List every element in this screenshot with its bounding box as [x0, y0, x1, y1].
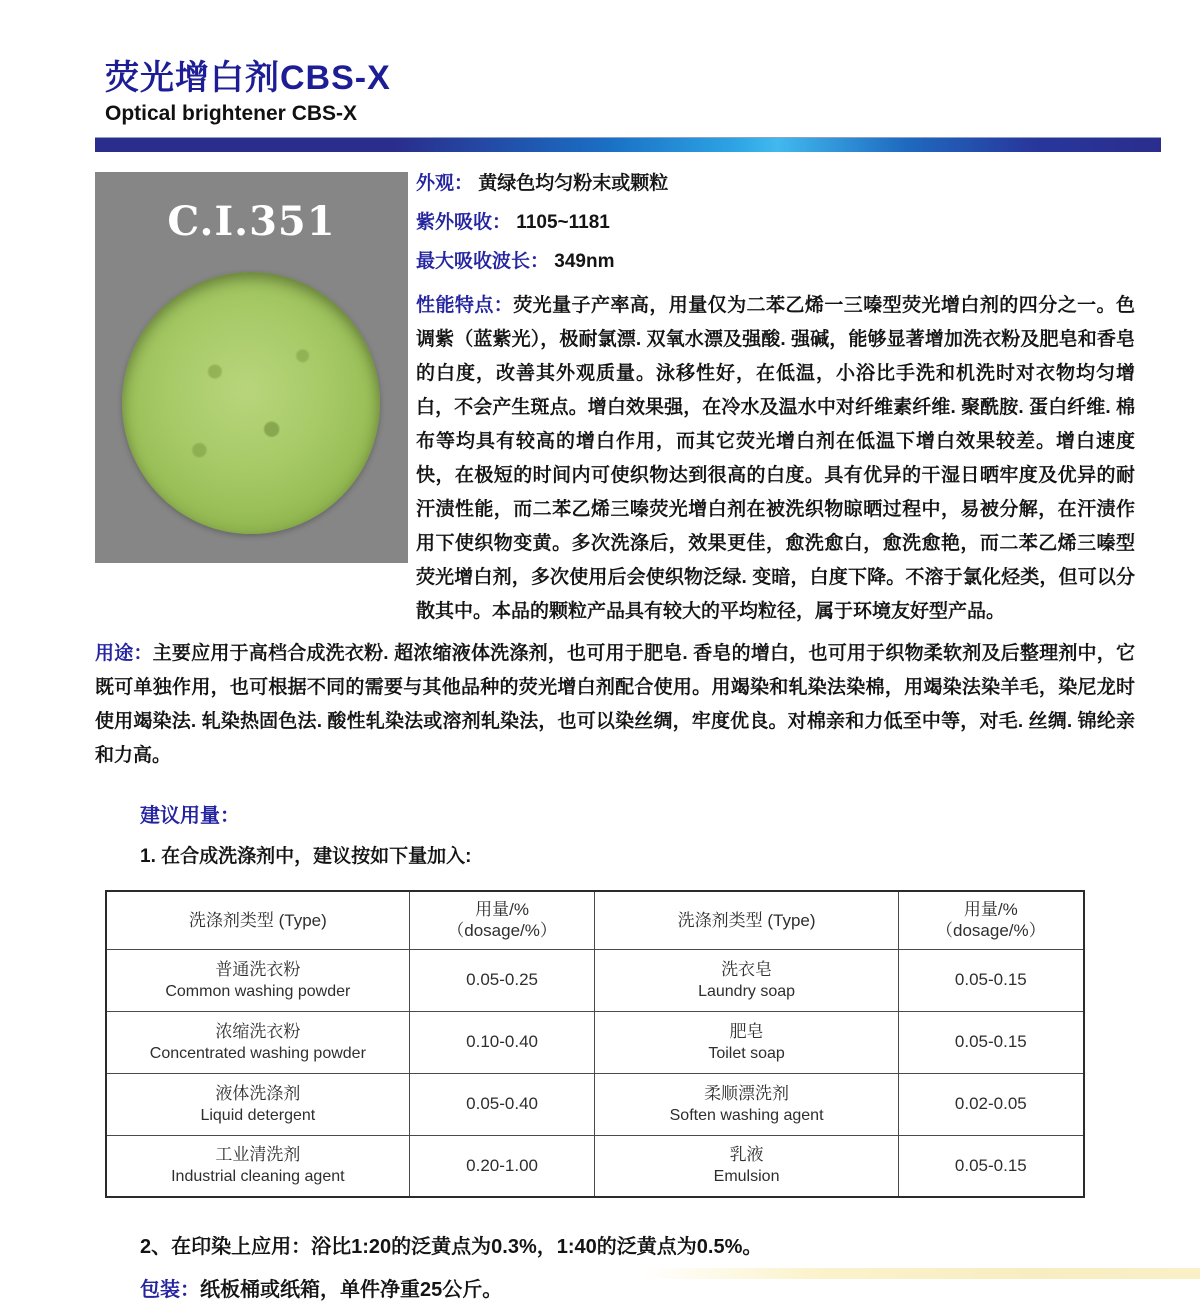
cell-type-en: Liquid detergent [200, 1106, 316, 1124]
cell-dosage: 0.05-0.25 [409, 949, 595, 1011]
header-dosage-1 [409, 891, 595, 949]
cell-type [106, 1135, 409, 1197]
cell-dosage: 0.20-1.00 [409, 1135, 595, 1197]
product-image-column [95, 172, 408, 563]
cell-type-en: Industrial cleaning agent [171, 1168, 345, 1186]
packaging-text: 纸板桶或纸箱，单件净重25公斤。 [200, 1279, 503, 1301]
cell-type-zh: 液体洗涤剂 [215, 1083, 301, 1103]
dosage-table-header-row [106, 891, 1084, 949]
features-label: 性能特点： [416, 295, 514, 316]
cell-dosage: 0.02-0.05 [898, 1073, 1084, 1135]
cell-type [595, 949, 898, 1011]
cell-type [595, 1135, 898, 1197]
header-dosage-2-line2: （dosage/%） [936, 921, 1046, 941]
usage-text: 主要应用于高档合成洗衣粉. 超浓缩液体洗涤剂，也可用于肥皂. 香皂的增白，也可用于织物柔软剂及后整理剂中，它既可单独作用，也可根据不同的需要与其他品种的荧光增白剂配合使用。用竭染和轧染法染棉，用竭染法染羊毛，染尼龙时使用竭染法. 轧染热固色法. 酸性轧染法或溶剂轧染法，也可以染丝绸，牢度优良。对棉亲和力低至中等，对毛. 丝绸. 锦纶亲和力高。 [95, 643, 1135, 766]
spec-uv-absorption [416, 211, 1135, 235]
color-index-label: C.I.351 [167, 198, 336, 245]
suggested-dosage-heading: 建议用量： [140, 805, 240, 827]
bottom-decorative-bar [640, 1268, 1200, 1279]
cell-type-en: Laundry soap [698, 982, 796, 1000]
spec-max-wavelength [416, 250, 1135, 274]
cell-dosage: 0.05-0.15 [898, 1135, 1084, 1197]
cell-type-en: Soften washing agent [669, 1106, 824, 1124]
features-paragraph [416, 289, 1135, 629]
header-dosage-1-line2: （dosage/%） [447, 921, 557, 941]
cell-type-en: Toilet soap [708, 1044, 785, 1062]
cell-type-en: Common washing powder [165, 982, 351, 1000]
cell-type [595, 1073, 898, 1135]
dosage-item-1: 1. 在合成洗涤剂中，建议按如下量加入: [140, 846, 472, 867]
dosage-table [105, 890, 1085, 1198]
cell-dosage: 0.05-0.40 [409, 1073, 595, 1135]
cell-type [106, 949, 409, 1011]
cell-type-zh: 肥皂 [729, 1021, 764, 1041]
header [105, 50, 391, 126]
spec-appearance [416, 172, 1135, 196]
divider-gradient-bar [95, 137, 1161, 152]
features-text: 荧光量子产率高，用量仅为二苯乙烯一三嗪型荧光增白剂的四分之一。色调紫（蓝紫光），极耐氯漂. 双氧水漂及强酸. 强碱，能够显著增加洗衣粉及肥皂和香皂的白度，改善其外观质量。泳移性好，在低温，小浴比手洗和机洗时对衣物均匀增白，不会产生斑点。增白效果强，在冷水及温水中对纤维素纤维. 聚酰胺. 蛋白纤维. 棉布等均具有较高的增白作用，而其它荧光增白剂在低温下增白效果较差。增白速度快，在极短的时间内可使织物达到很高的白度。具有优异的干湿日晒牢度及优异的耐汗渍性能，而二苯乙烯三嗪荧光增白剂在被洗织物晾晒过程中，易被分解，在汗渍作用下使织物变黄。多次洗涤后，效果更佳，愈洗愈白，愈洗愈艳，而二苯乙烯三嗪型荧光增白剂，多次使用后会使织物泛绿. 变暗，白度下降。不溶于氯化烃类，但可以分散其中。本品的颗粒产品具有较大的平均粒径，属于环境友好型产品。 [416, 295, 1135, 622]
cell-type-zh: 工业清洗剂 [215, 1145, 301, 1165]
spec-appearance-label: 外观： [416, 173, 474, 194]
cell-type [106, 1011, 409, 1073]
dosage-item-2: 2、在印染上应用：浴比1:20的泛黄点为0.3%，1:40的泛黄点为0.5%。 [140, 1236, 763, 1258]
cell-type [106, 1073, 409, 1135]
header-dosage-2-line1: 用量/% [963, 900, 1018, 920]
cell-type-zh: 洗衣皂 [721, 959, 773, 979]
packaging-label: 包装： [140, 1279, 200, 1301]
spec-text-column [416, 172, 1135, 629]
spec-uv-label: 紫外吸收： [416, 212, 512, 233]
spec-uv-value: 1105~1181 [516, 212, 610, 233]
cell-dosage: 0.05-0.15 [898, 949, 1084, 1011]
spec-wavelength-value: 349nm [554, 251, 615, 272]
header-dosage-2 [898, 891, 1084, 949]
product-photo [95, 172, 408, 563]
cell-type-zh: 乳液 [729, 1145, 764, 1165]
header-type-2: 洗涤剂类型 (Type) [595, 891, 898, 949]
header-dosage-1-line1: 用量/% [475, 900, 529, 920]
powder-dish-image [122, 272, 380, 534]
spec-wavelength-label: 最大吸收波长： [416, 251, 550, 272]
cell-dosage: 0.05-0.15 [898, 1011, 1084, 1073]
cell-type-en: Concentrated washing powder [149, 1044, 366, 1062]
page-subtitle: Optical brightener CBS-X [105, 102, 358, 125]
table-row [106, 1073, 1084, 1135]
table-row [106, 1011, 1084, 1073]
table-row [106, 1135, 1084, 1197]
main-content [95, 172, 1135, 1302]
usage-paragraph [95, 637, 1135, 773]
two-column-block [95, 172, 1135, 629]
table-row [106, 949, 1084, 1011]
page-title: 荧光增白剂CBS-X [105, 59, 391, 97]
cell-type [595, 1011, 898, 1073]
usage-label: 用途： [95, 643, 153, 664]
cell-type-zh: 浓缩洗衣粉 [215, 1021, 301, 1041]
header-type-1: 洗涤剂类型 (Type) [106, 891, 409, 949]
cell-type-en: Emulsion [713, 1168, 780, 1186]
spec-appearance-value: 黄绿色均匀粉末或颗粒 [478, 173, 669, 194]
cell-type-zh: 普通洗衣粉 [215, 959, 301, 979]
cell-type-zh: 柔顺漂洗剂 [704, 1083, 790, 1103]
cell-dosage: 0.10-0.40 [409, 1011, 595, 1073]
